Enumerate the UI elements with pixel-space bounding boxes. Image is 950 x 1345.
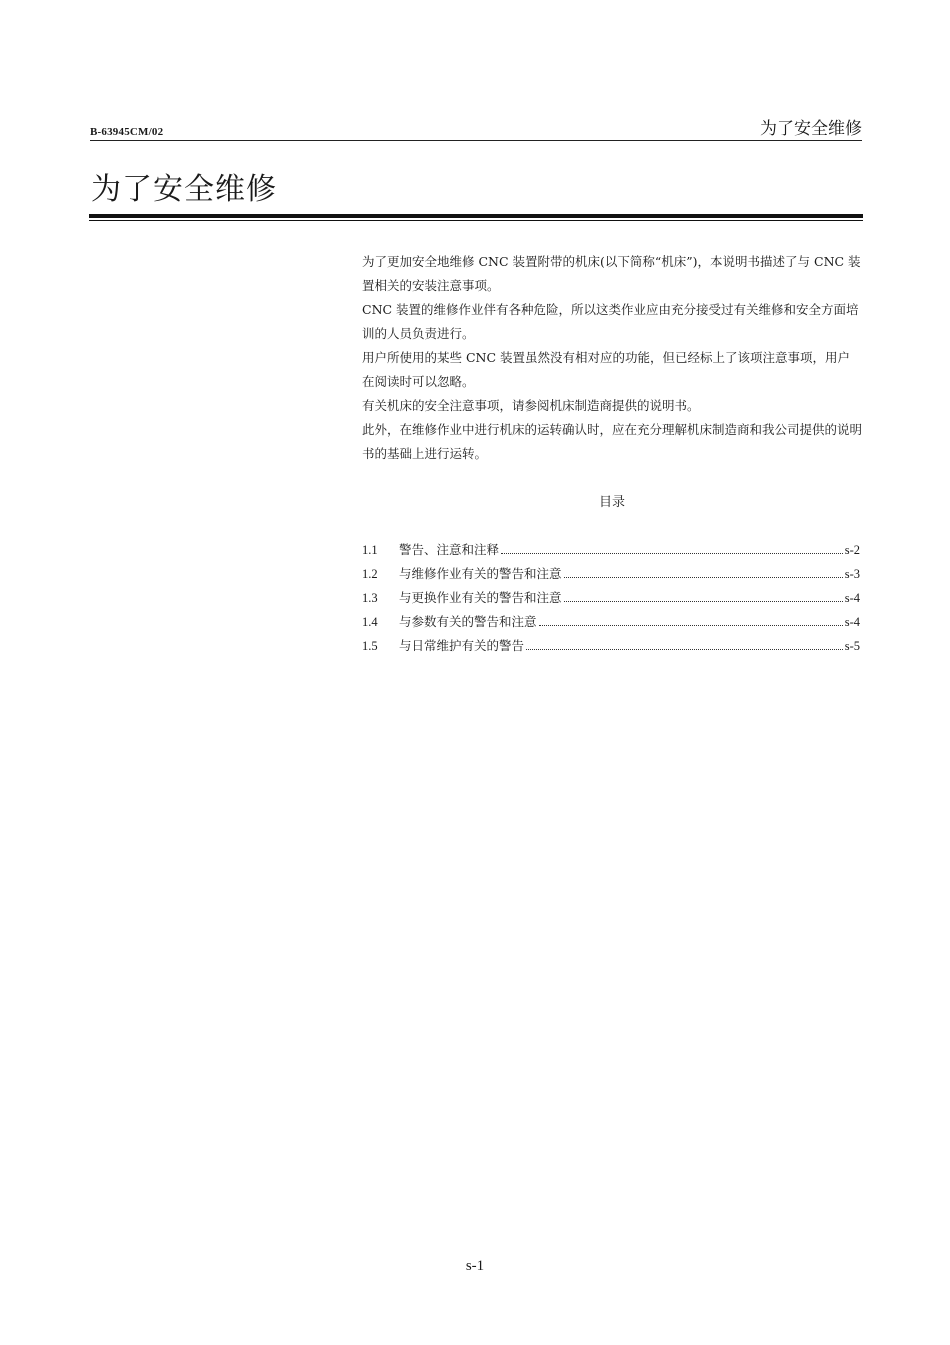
toc-dot-leader [539, 625, 843, 626]
running-header-title: 为了安全维修 [760, 119, 862, 139]
toc-item-label: 与日常维护有关的警告 [399, 638, 525, 653]
toc-item-label: 与参数有关的警告和注意 [399, 614, 537, 629]
toc-item-label: 与维修作业有关的警告和注意 [399, 566, 562, 581]
toc-item[interactable] [362, 610, 860, 634]
title-rule-thick [89, 214, 863, 218]
toc-item-number: 1.2 [362, 567, 378, 581]
toc-item-page: s-4 [844, 615, 860, 629]
running-header [90, 118, 862, 141]
page-number: s-1 [465, 1258, 485, 1274]
toc-dot-leader [564, 577, 843, 578]
toc-dot-leader [564, 601, 843, 602]
intro-paragraph: 有关机床的安全注意事项，请参阅机床制造商提供的说明书。 [362, 398, 700, 413]
toc-item-number: 1.3 [362, 591, 378, 605]
intro-paragraph: 用户所使用的某些 CNC 装置虽然没有相对应的功能，但已经标上了该项注意事项，用户在阅读时可以忽略。 [362, 350, 851, 389]
toc-item-page: s-4 [844, 591, 860, 605]
toc-item-number: 1.4 [362, 615, 378, 629]
toc-item-page: s-3 [844, 567, 860, 581]
toc-item[interactable] [362, 586, 860, 610]
intro-paragraph: CNC 装置的维修作业伴有各种危险，所以这类作业应由充分接受过有关维修和安全方面培训的人员负责进行。 [362, 302, 859, 341]
intro-paragraph: 为了更加安全地维修 CNC 装置附带的机床(以下简称“机床”)，本说明书描述了与 CNC 装置相关的安装注意事项。 [362, 254, 861, 293]
toc-item-number: 1.1 [362, 543, 378, 557]
document-code: B-63945CM/02 [90, 126, 164, 138]
toc-item[interactable] [362, 634, 860, 658]
toc-item[interactable] [362, 538, 860, 562]
toc-heading: 目录 [598, 495, 625, 510]
table-of-contents [362, 538, 860, 658]
toc-item-label: 与更换作业有关的警告和注意 [399, 590, 562, 605]
toc-item-page: s-5 [844, 639, 860, 653]
toc-item-label: 警告、注意和注释 [399, 542, 500, 557]
page-title: 为了安全维修 [91, 172, 277, 207]
intro-text [362, 250, 862, 466]
toc-dot-leader [501, 553, 843, 554]
toc-item[interactable] [362, 562, 860, 586]
toc-item-number: 1.5 [362, 639, 378, 653]
intro-paragraph: 此外，在维修作业中进行机床的运转确认时，应在充分理解机床制造商和我公司提供的说明书的基础上进行运转。 [362, 422, 863, 461]
toc-dot-leader [526, 649, 843, 650]
toc-item-page: s-2 [844, 543, 860, 557]
title-rule-thin [89, 220, 863, 221]
